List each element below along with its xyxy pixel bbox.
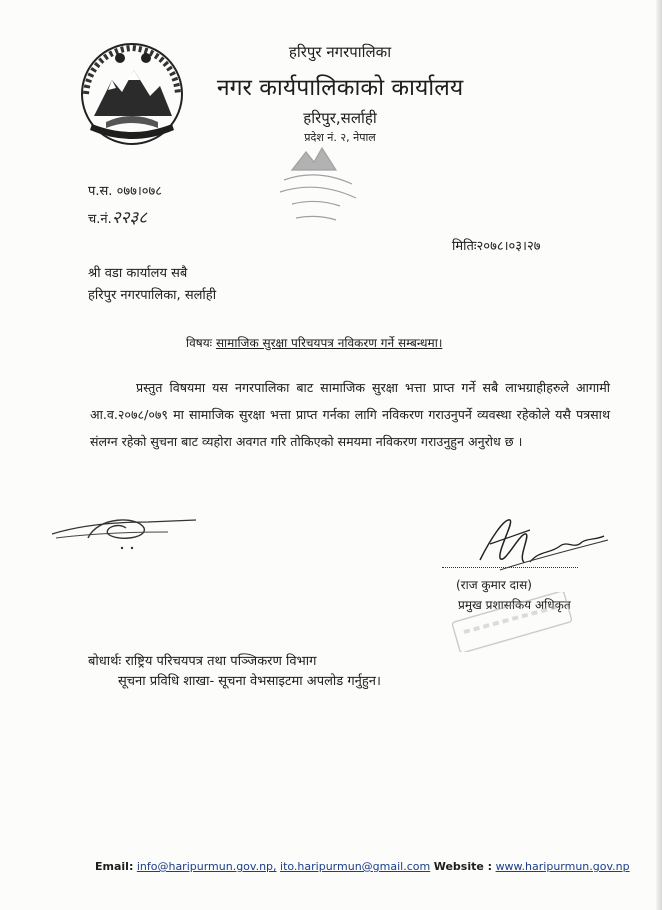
letter-number: प.स. ०७७।०७८ (88, 184, 163, 199)
official-stamp-icon (452, 592, 572, 652)
website-link[interactable]: www.haripurmun.gov.np (495, 860, 630, 873)
office-address: हरिपुर,सर्लाही (303, 109, 377, 127)
email-link-ito[interactable]: ito.haripurmun@gmail.com (280, 860, 431, 873)
office-stamp-icon (262, 140, 372, 232)
dispatch-number-handwritten: २२३८ (111, 208, 148, 228)
page-edge-shadow (656, 0, 662, 910)
website-label: Website : (433, 860, 493, 873)
signature-line (442, 567, 578, 568)
recipient-line-2: हरिपुर नगरपालिका, सर्लाही (88, 288, 217, 303)
municipality-name: हरिपुर नगरपालिका (288, 43, 392, 61)
initial-signature-icon (48, 504, 198, 554)
recipient-line-1: श्री वडा कार्यालय सबै (88, 266, 188, 281)
email-label: Email: (95, 860, 134, 873)
subject-label: विषयः (186, 336, 213, 350)
email-link-info[interactable]: info@haripurmun.gov.np, (136, 860, 277, 873)
province-line: प्रदेश नं. २, नेपाल (304, 131, 376, 144)
office-name: नगर कार्यपालिकाको कार्यालय (216, 75, 464, 101)
nepal-emblem-icon (76, 40, 188, 148)
signatory-title: प्रमुख प्रशासकिय अधिकृत (458, 598, 571, 612)
letter-date: मितिः२०७८।०३।२७ (452, 239, 541, 254)
dispatch-number (88, 205, 147, 228)
subject-text: सामाजिक सुरक्षा परिचयपत्र नविकरण गर्ने सम्बन्धमा। (215, 336, 443, 350)
dispatch-label: च.नं. (88, 212, 112, 227)
footer-contact (95, 860, 630, 873)
letter-body: प्रस्तुत विषयमा यस नगरपालिका बाट सामाजिक सुरक्षा भत्ता प्राप्त गर्ने सबै लाभग्राहीहरुले आगामी आ.व.२०७८/०७९ मा सामाजिक सुरक्षा भत्ता प्राप्त गर्नका लागि नविकरण गराउनुपर्ने व्यवस्था रहेकोले यसै पत्रसाथ संलग्न रहेको सुचना बाट व्यहोरा अवगत गरि तोकिएको समयमा नविकरण गराउनुहुन अनुरोध छ । (90, 380, 610, 449)
cc-line-2: सूचना प्रविधि शाखा- सूचना वेभसाइटमा अपलोड गर्नुहुन। (118, 674, 381, 689)
officer-signature-icon (470, 510, 610, 580)
cc-line-1: बोधार्थः राष्ट्रिय परिचयपत्र तथा पञ्जिकरण विभाग (88, 654, 317, 669)
subject-line (186, 334, 442, 351)
signatory-name: (राज कुमार दास) (456, 578, 532, 592)
